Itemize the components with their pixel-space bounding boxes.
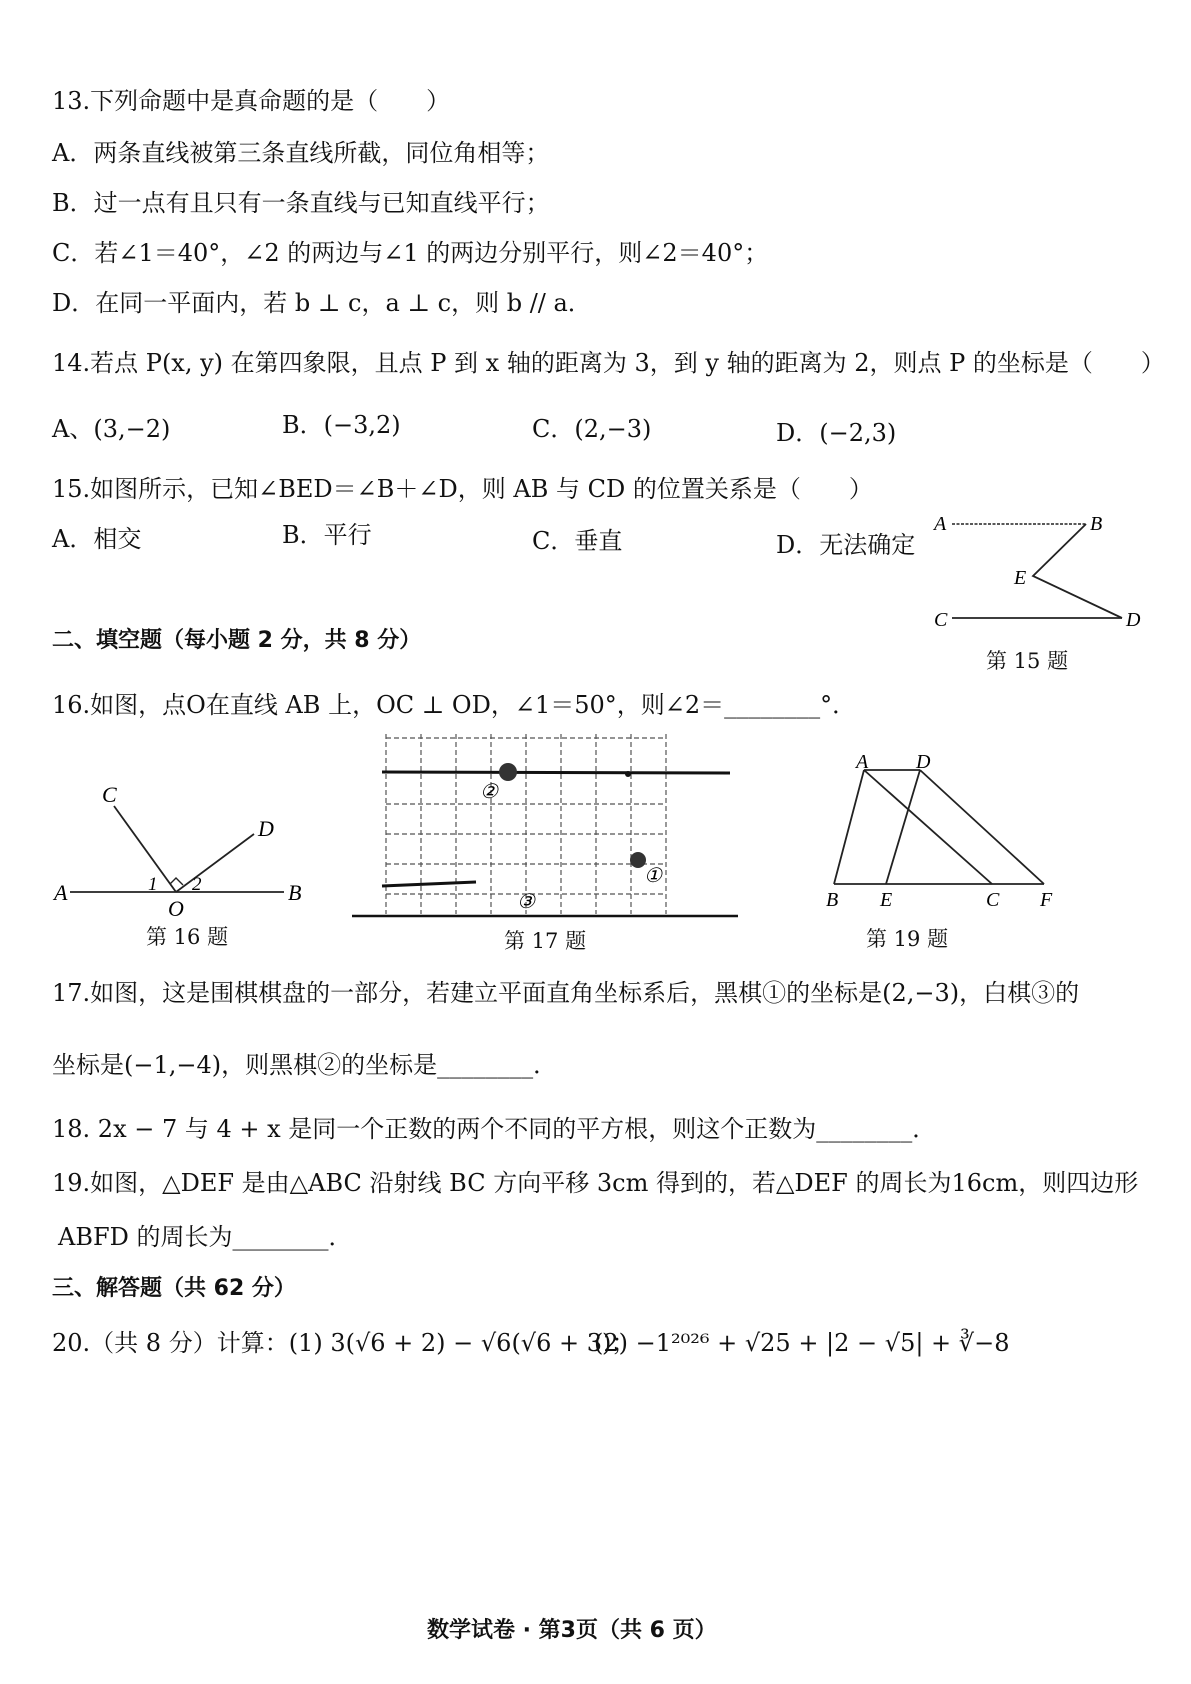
q13-option-d: D．在同一平面内，若 b ⊥ c，a ⊥ c，则 b // a． [52, 289, 592, 317]
q19-label-e: E [880, 889, 893, 911]
q15-label-e: E [1014, 567, 1027, 589]
q14-option-d: D．(−2,3) [776, 419, 897, 447]
q16-figure [52, 780, 312, 920]
q15-option-b: B．平行 [282, 521, 372, 549]
q19-caption: 第 19 题 [866, 927, 949, 951]
q19-label-d: D [916, 752, 931, 773]
q15-label-c: C [934, 609, 948, 630]
q20-part1: 20.（共 8 分）计算：(1) 3(√6 + 2) − √6(√6 + 3)； [52, 1329, 636, 1357]
q16-label-a: A [54, 880, 68, 905]
q15-caption: 第 15 题 [986, 649, 1069, 673]
q15-option-c: C．垂直 [532, 527, 623, 555]
q13-option-a: A．两条直线被第三条直线所截，同位角相等； [52, 139, 550, 167]
q16-caption: 第 16 题 [146, 925, 229, 949]
q15-option-d: D．无法确定 [776, 531, 916, 559]
q16-label-d: D [258, 816, 274, 841]
q14-option-c: C．(2,−3) [532, 415, 652, 443]
q18-stem: 18. 2x − 7 与 4 + x 是同一个正数的两个不同的平方根，则这个正数为________． [52, 1115, 937, 1143]
q17-stem-line1: 17.如图，这是围棋棋盘的一部分，若建立平面直角坐标系后，黑棋①的坐标是(2,−3)，白棋③的 [52, 979, 1080, 1007]
q16-stem: 16.如图，点O在直线 AB 上，OC ⊥ OD，∠1＝50°，则∠2＝________°． [52, 691, 857, 719]
q13-option-c: C．若∠1＝40°，∠2 的两边与∠1 的两边分别平行，则∠2＝40°； [52, 239, 769, 267]
q16-label-1: 1 [148, 874, 158, 895]
q19-label-a: A [856, 752, 869, 773]
q14-option-a: A、(3,−2) [52, 415, 171, 443]
q15-stem: 15.如图所示，已知∠BED＝∠B＋∠D，则 AB 与 CD 的位置关系是（ ） [52, 475, 873, 503]
q13-stem: 13.下列命题中是真命题的是（ ） [52, 87, 451, 115]
q15-label-b: B [1090, 513, 1103, 535]
q16-label-2: 2 [192, 874, 202, 895]
q17-figure [352, 732, 742, 922]
q17-label-1: ① [644, 865, 662, 887]
q17-caption: 第 17 题 [504, 929, 587, 953]
q16-label-b: B [288, 880, 302, 905]
q19-label-c: C [986, 889, 1000, 911]
section3-heading: 三、解答题（共 62 分） [52, 1276, 296, 1301]
q14-stem: 14.若点 P(x, y) 在第四象限，且点 P 到 x 轴的距离为 3，到 y 轴的距离为 2，则点 P 的坐标是（ ） [52, 349, 1165, 377]
q13-option-b: B．过一点有且只有一条直线与已知直线平行； [52, 189, 550, 217]
section2-heading: 二、填空题（每小题 2 分，共 8 分） [52, 628, 422, 653]
q14-option-b: B．(−3,2) [282, 411, 401, 439]
q15-figure [930, 500, 1150, 630]
q15-option-a: A．相交 [52, 525, 142, 553]
q19-stem-line1: 19.如图，△DEF 是由△ABC 沿射线 BC 方向平移 3cm 得到的，若△DEF 的周长为16cm，则四边形 [52, 1169, 1139, 1197]
q16-label-c: C [102, 782, 117, 807]
q15-label-d: D [1126, 609, 1141, 630]
q17-stem-line2: 坐标是(−1,−4)，则黑棋②的坐标是________． [52, 1051, 558, 1079]
q19-label-b: B [826, 889, 839, 911]
q19-figure [820, 752, 1070, 912]
q20-part2: (2) −1²⁰²⁶ + √25 + |2 − √5| + ∛−8 [594, 1329, 1010, 1357]
q15-label-a: A [934, 513, 947, 535]
q17-label-2: ② [480, 781, 498, 803]
q17-label-3: ③ [517, 891, 535, 913]
q16-label-o: O [168, 896, 184, 920]
q19-stem-line2: ABFD 的周长为________． [58, 1223, 353, 1251]
q19-label-f: F [1040, 889, 1053, 911]
page-footer: 数学试卷 · 第3页（共 6 页） [427, 1618, 717, 1643]
